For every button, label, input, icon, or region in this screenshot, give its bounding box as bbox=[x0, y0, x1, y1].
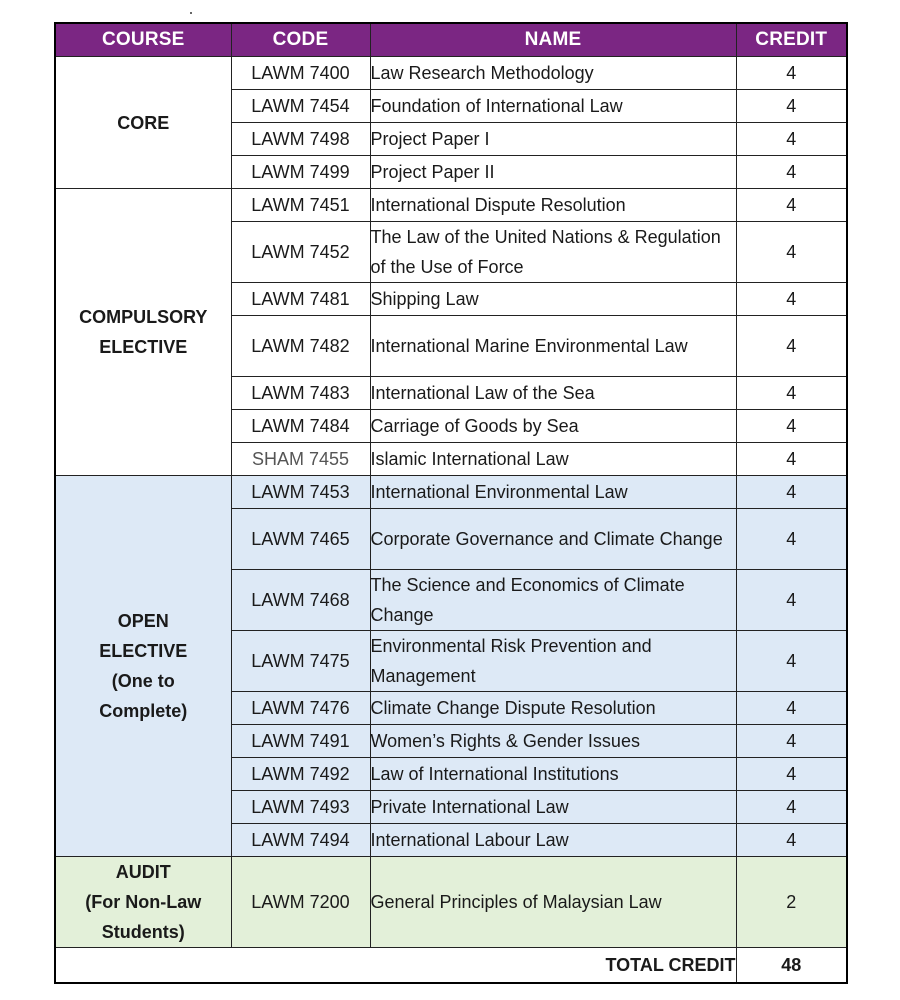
course-credit: 4 bbox=[736, 758, 847, 791]
table-row bbox=[55, 57, 847, 90]
course-name: Project Paper II bbox=[370, 156, 736, 189]
course-name: International Labour Law bbox=[370, 824, 736, 857]
group-label-line: ELECTIVE bbox=[99, 641, 188, 661]
course-code: LAWM 7452 bbox=[231, 222, 370, 283]
course-credit: 2 bbox=[736, 857, 847, 948]
course-name: Foundation of International Law bbox=[370, 90, 736, 123]
course-code: LAWM 7451 bbox=[231, 189, 370, 222]
header-course: COURSE bbox=[55, 23, 231, 57]
course-credit: 4 bbox=[736, 509, 847, 570]
course-name: Islamic International Law bbox=[370, 443, 736, 476]
course-code: LAWM 7468 bbox=[231, 570, 370, 631]
group-label-line: AUDIT bbox=[115, 862, 171, 882]
course-name: International Environmental Law bbox=[370, 476, 736, 509]
course-name: Law Research Methodology bbox=[370, 57, 736, 90]
course-name: Carriage of Goods by Sea bbox=[370, 410, 736, 443]
course-code: LAWM 7453 bbox=[231, 476, 370, 509]
course-code: LAWM 7200 bbox=[231, 857, 370, 948]
course-code: LAWM 7483 bbox=[231, 377, 370, 410]
course-credit: 4 bbox=[736, 725, 847, 758]
course-credit: 4 bbox=[736, 156, 847, 189]
course-credit: 4 bbox=[736, 377, 847, 410]
course-name: The Science and Economics of Climate Change bbox=[370, 570, 736, 631]
course-credit: 4 bbox=[736, 443, 847, 476]
group-compulsory-elective bbox=[55, 189, 231, 476]
course-code: LAWM 7476 bbox=[231, 692, 370, 725]
table-row bbox=[55, 857, 847, 948]
header-name: NAME bbox=[370, 23, 736, 57]
course-code: LAWM 7493 bbox=[231, 791, 370, 824]
total-credit-value: 48 bbox=[736, 948, 847, 984]
course-credit: 4 bbox=[736, 283, 847, 316]
course-credit: 4 bbox=[736, 631, 847, 692]
course-name: Climate Change Dispute Resolution bbox=[370, 692, 736, 725]
group-label-line: Students) bbox=[101, 922, 185, 942]
group-label-line: OPEN bbox=[117, 611, 169, 631]
header-credit: CREDIT bbox=[736, 23, 847, 57]
course-code: LAWM 7498 bbox=[231, 123, 370, 156]
group-label-line: Complete) bbox=[99, 701, 188, 721]
course-name: Law of International Institutions bbox=[370, 758, 736, 791]
course-name: International Marine Environmental Law bbox=[370, 316, 736, 377]
course-name: Project Paper I bbox=[370, 123, 736, 156]
course-table bbox=[54, 22, 848, 984]
course-code: SHAM 7455 bbox=[231, 443, 370, 476]
header-row bbox=[55, 23, 847, 57]
course-code: LAWM 7454 bbox=[231, 90, 370, 123]
course-code: LAWM 7484 bbox=[231, 410, 370, 443]
stray-dot bbox=[190, 12, 192, 14]
course-credit: 4 bbox=[736, 57, 847, 90]
course-credit: 4 bbox=[736, 316, 847, 377]
course-credit: 4 bbox=[736, 570, 847, 631]
course-name: Shipping Law bbox=[370, 283, 736, 316]
table-row bbox=[55, 189, 847, 222]
course-code: LAWM 7400 bbox=[231, 57, 370, 90]
total-row bbox=[55, 948, 847, 984]
group-core bbox=[55, 57, 231, 189]
course-credit: 4 bbox=[736, 222, 847, 283]
course-code: LAWM 7481 bbox=[231, 283, 370, 316]
course-name: International Dispute Resolution bbox=[370, 189, 736, 222]
group-core-label: CORE bbox=[117, 112, 170, 133]
course-code: LAWM 7499 bbox=[231, 156, 370, 189]
course-credit: 4 bbox=[736, 476, 847, 509]
course-credit: 4 bbox=[736, 90, 847, 123]
total-credit-label: TOTAL CREDIT bbox=[55, 948, 736, 984]
course-code: LAWM 7494 bbox=[231, 824, 370, 857]
group-label-line: COMPULSORY bbox=[79, 307, 208, 327]
course-name: Women’s Rights & Gender Issues bbox=[370, 725, 736, 758]
group-audit bbox=[55, 857, 231, 948]
group-open-elective bbox=[55, 476, 231, 857]
course-credit: 4 bbox=[736, 123, 847, 156]
course-name: The Law of the United Nations & Regulation of the Use of Force bbox=[370, 222, 736, 283]
course-name: Private International Law bbox=[370, 791, 736, 824]
course-code: LAWM 7491 bbox=[231, 725, 370, 758]
course-name: Corporate Governance and Climate Change bbox=[370, 509, 736, 570]
course-code: LAWM 7492 bbox=[231, 758, 370, 791]
header-code: CODE bbox=[231, 23, 370, 57]
course-credit: 4 bbox=[736, 824, 847, 857]
course-credit: 4 bbox=[736, 791, 847, 824]
course-credit: 4 bbox=[736, 189, 847, 222]
course-name: Environmental Risk Prevention and Management bbox=[370, 631, 736, 692]
group-label-line: (For Non-Law bbox=[85, 892, 202, 912]
course-code: LAWM 7475 bbox=[231, 631, 370, 692]
course-credit: 4 bbox=[736, 410, 847, 443]
course-code: LAWM 7482 bbox=[231, 316, 370, 377]
group-label-line: (One to bbox=[111, 671, 175, 691]
group-label-line: ELECTIVE bbox=[99, 337, 188, 357]
table-row bbox=[55, 476, 847, 509]
course-name: International Law of the Sea bbox=[370, 377, 736, 410]
course-name: General Principles of Malaysian Law bbox=[370, 857, 736, 948]
course-credit: 4 bbox=[736, 692, 847, 725]
course-code: LAWM 7465 bbox=[231, 509, 370, 570]
